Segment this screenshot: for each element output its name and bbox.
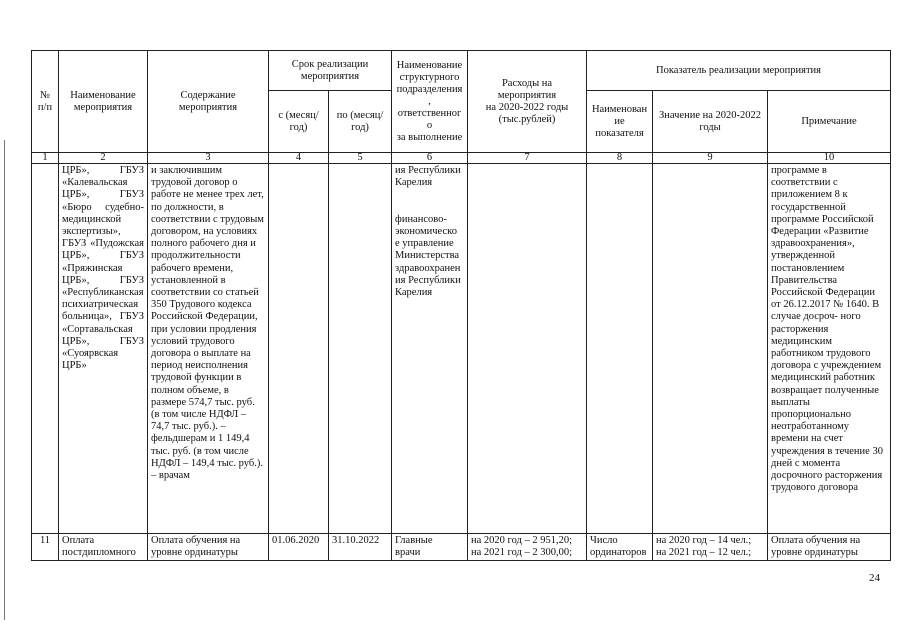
period-to: [329, 164, 392, 534]
column-number: 4: [269, 153, 329, 164]
responsible-unit: Главные врачи: [392, 534, 468, 561]
column-number: 9: [653, 153, 768, 164]
column-number: 2: [59, 153, 148, 164]
header-indicator-name: Наименован ие показателя: [587, 91, 653, 153]
header-content: Содержание мероприятия: [148, 51, 269, 153]
indicator-note: программе в соответствии с приложением 8 к государственной программе Российской Федерации «Развитие здравоохранения», утвержденной постановлением Правительства Российской Федерации от 26.12.2017 № 1640. В случае досроч- ного расторжения медицинским работником трудового договора с учреждением медицинский работник возвращает полученные выплаты пропорционально неотработанному времени на счет учреждения в течение 30 дней с момента досрочного расторжения трудового договора: [768, 164, 891, 534]
binding-margin-line: [4, 140, 5, 620]
measure-name: ЦРБ», ГБУЗ «Калевальская ЦРБ», ГБУЗ «Бюро судебно-медицинской экспертизы», ГБУЗ «Пудожская ЦРБ», ГБУЗ «Пряжинская ЦРБ», ГБУЗ «Республиканская психиатрическая больница», ГБУЗ «Сортавальская ЦРБ», ГБУЗ «Суоярвская ЦРБ»: [59, 164, 148, 534]
column-number: 8: [587, 153, 653, 164]
row-number: 11: [32, 534, 59, 561]
page-number: 24: [869, 572, 880, 584]
indicator-value: [653, 164, 768, 534]
expenses: [468, 164, 587, 534]
period-from: [269, 164, 329, 534]
column-number: 6: [392, 153, 468, 164]
header-period-from: с (месяц/ год): [269, 91, 329, 153]
header-unit: Наименование структурного подразделения , ответственног о за выполнение: [392, 51, 468, 153]
column-number: 1: [32, 153, 59, 164]
header-indicator-note: Примечание: [768, 91, 891, 153]
header-period-group: Срок реализации мероприятия: [269, 51, 392, 91]
column-number: 5: [329, 153, 392, 164]
row-number: [32, 164, 59, 534]
period-to: 31.10.2022: [329, 534, 392, 561]
header-period-to: по (месяц/ год): [329, 91, 392, 153]
header-expenses: Расходы на мероприятия на 2020-2022 годы (тыс.рублей): [468, 51, 587, 153]
column-number: 10: [768, 153, 891, 164]
header-name: Наименование мероприятия: [59, 51, 148, 153]
header-num: № п/п: [32, 51, 59, 153]
column-number: 7: [468, 153, 587, 164]
table-row: [32, 534, 891, 561]
measures-table: [31, 50, 891, 561]
measure-content: и заключившим трудовой договор о работе не менее трех лет, по должности, в соответствии с трудовым договором, на условиях полного рабочего дня и продолжительности рабочего времени, установленной в соответствии со статьей 350 Трудового кодекса Российской Федерации, при условии продления условий трудового договора о выплате на период неисполнения трудовой функции в полном объеме, в размере 574,7 тыс. руб. (в том числе НДФЛ – 74,7 тыс. руб.). – фельдшерам и 1 149,4 тыс. руб. (в том числе НДФЛ – 149,4 тыс. руб.). – врачам: [148, 164, 269, 534]
responsible-unit: ия Республики Карелия финансово- экономическо е управление Министерства здравоохранен ия Республики Карелия: [392, 164, 468, 534]
header-indicator-value: Значение на 2020-2022 годы: [653, 91, 768, 153]
indicator-value: на 2020 год – 14 чел.; на 2021 год – 12 чел.;: [653, 534, 768, 561]
expenses: на 2020 год – 2 951,20; на 2021 год – 2 300,00;: [468, 534, 587, 561]
indicator-note: Оплата обучения на уровне ординатуры: [768, 534, 891, 561]
measure-name: Оплата постдипломного: [59, 534, 148, 561]
measure-content: Оплата обучения на уровне ординатуры: [148, 534, 269, 561]
period-from: 01.06.2020: [269, 534, 329, 561]
indicator-name: Число ординаторов: [587, 534, 653, 561]
table-row: [32, 164, 891, 534]
indicator-name: [587, 164, 653, 534]
header-indicator-group: Показатель реализации мероприятия: [587, 51, 891, 91]
column-number: 3: [148, 153, 269, 164]
